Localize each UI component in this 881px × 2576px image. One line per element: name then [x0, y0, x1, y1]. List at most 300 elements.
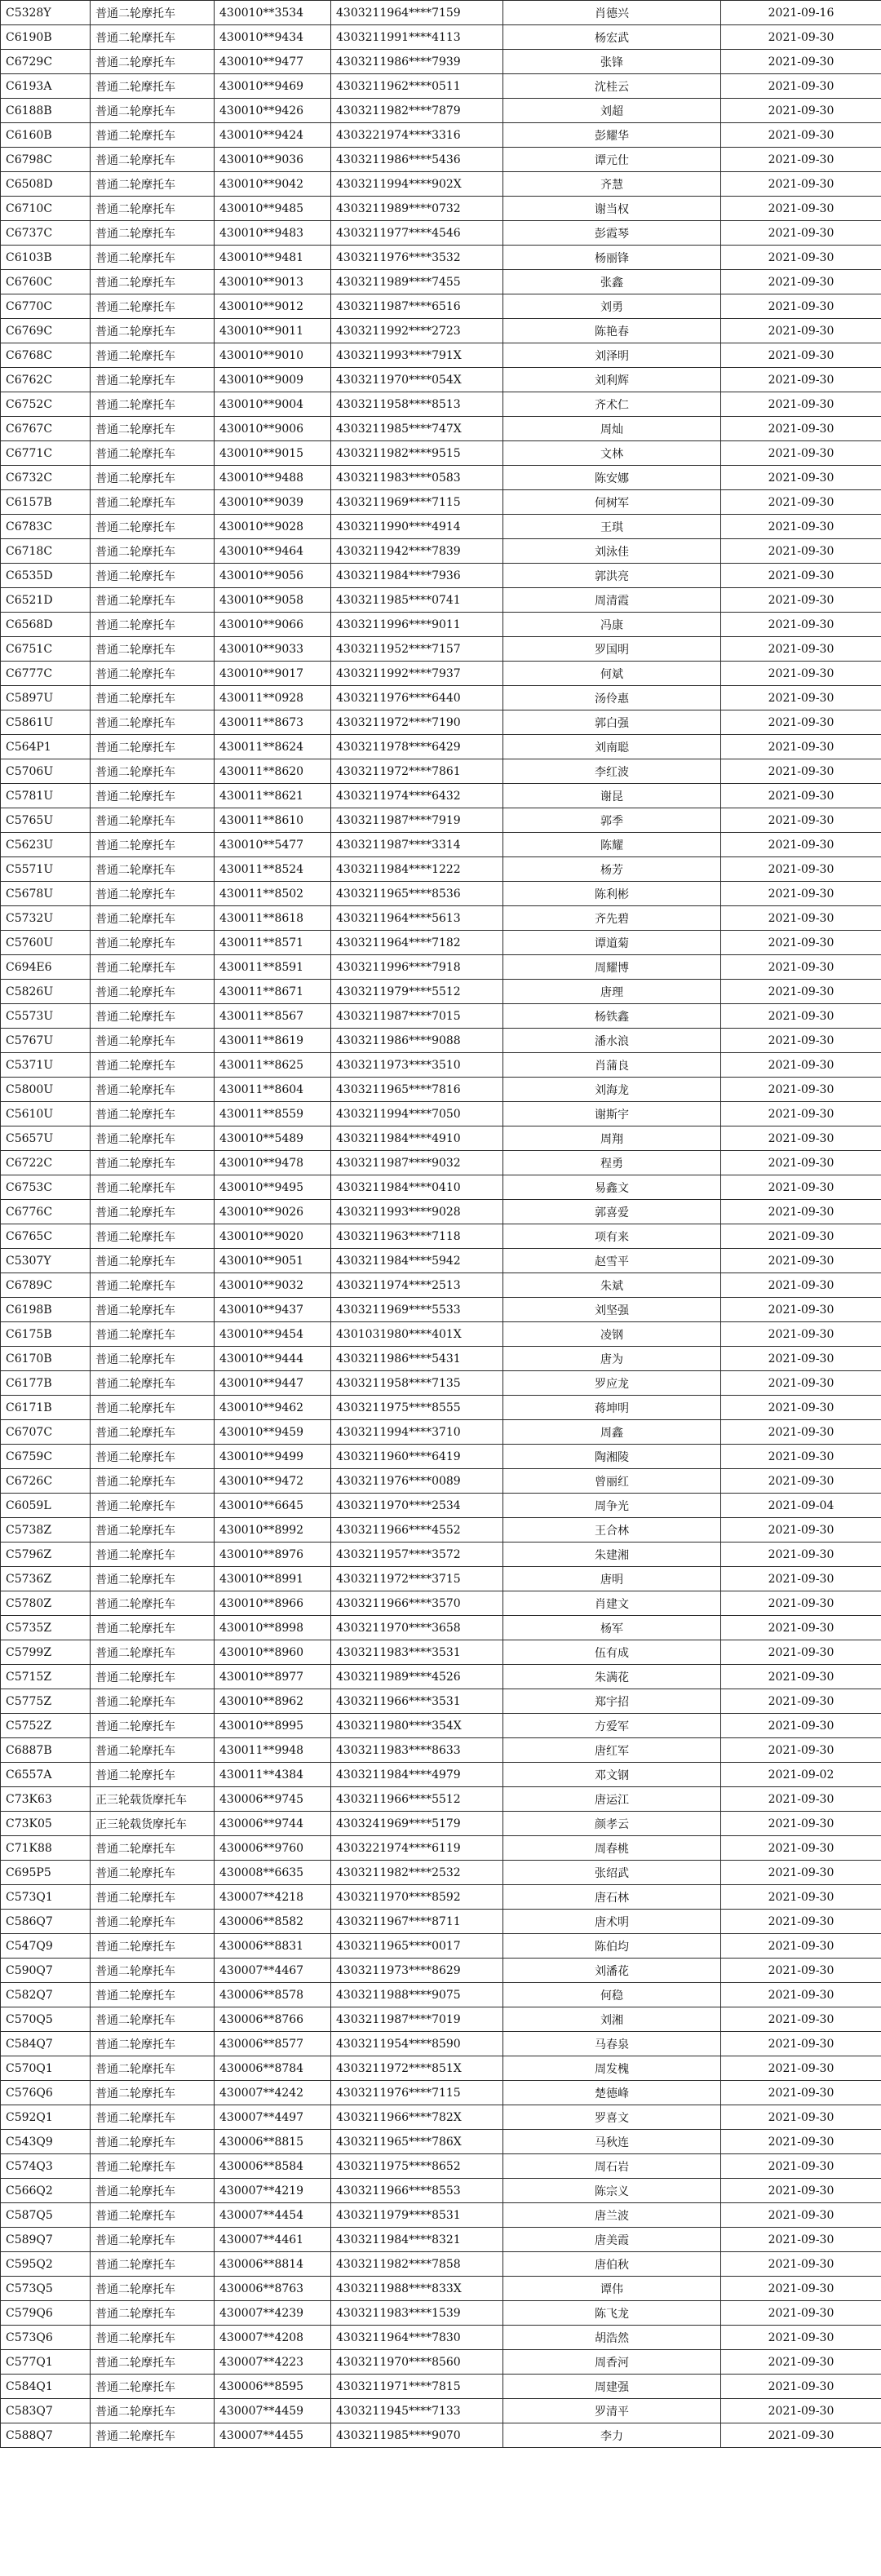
vehicle-type-cell: 普通二轮摩托车: [91, 1298, 215, 1322]
masked-id-cell: 430011**8559: [215, 1102, 331, 1126]
masked-id-cell: 430010**5477: [215, 833, 331, 857]
table-row: [1, 931, 881, 955]
masked-id-cell: 430007**4219: [215, 2179, 331, 2203]
masked-id-cell: 430008**6635: [215, 1861, 331, 1885]
plate-cell: C6752C: [1, 392, 91, 417]
masked-id-cell: 430011**8524: [215, 857, 331, 882]
masked-id-cell: 430010**9483: [215, 221, 331, 246]
plate-cell: C5796Z: [1, 1543, 91, 1567]
date-cell: 2021-09-30: [721, 441, 881, 466]
masked-idcard-cell: 4303211994****7050: [331, 1102, 503, 1126]
date-cell: 2021-09-30: [721, 1347, 881, 1371]
owner-name-cell: 谭道菊: [503, 931, 721, 955]
vehicle-type-cell: 普通二轮摩托车: [91, 784, 215, 808]
masked-idcard-cell: 4303211986****7939: [331, 50, 503, 74]
plate-cell: C5678U: [1, 882, 91, 906]
plate-cell: C5781U: [1, 784, 91, 808]
table-row: [1, 637, 881, 662]
table-row: [1, 1347, 881, 1371]
owner-name-cell: 周鑫: [503, 1420, 721, 1445]
masked-idcard-cell: 4303221974****3316: [331, 123, 503, 148]
date-cell: 2021-09-30: [721, 148, 881, 172]
vehicle-type-cell: 普通二轮摩托车: [91, 2399, 215, 2423]
vehicle-type-cell: 普通二轮摩托车: [91, 1567, 215, 1591]
table-row: [1, 1640, 881, 1665]
vehicle-type-cell: 普通二轮摩托车: [91, 392, 215, 417]
vehicle-type-cell: 普通二轮摩托车: [91, 490, 215, 515]
masked-idcard-cell: 4303211984****4910: [331, 1126, 503, 1151]
vehicle-type-cell: 普通二轮摩托车: [91, 368, 215, 392]
date-cell: 2021-09-30: [721, 686, 881, 710]
table-row: [1, 1445, 881, 1469]
vehicle-type-cell: 普通二轮摩托车: [91, 1738, 215, 1763]
masked-id-cell: 430010**9028: [215, 515, 331, 539]
vehicle-type-cell: 普通二轮摩托车: [91, 710, 215, 735]
masked-id-cell: 430011**8620: [215, 759, 331, 784]
vehicle-type-cell: 普通二轮摩托车: [91, 808, 215, 833]
plate-cell: C584Q1: [1, 2375, 91, 2399]
vehicle-type-cell: 正三轮载货摩托车: [91, 1787, 215, 1812]
plate-cell: C577Q1: [1, 2350, 91, 2375]
plate-cell: C6726C: [1, 1469, 91, 1494]
date-cell: 2021-09-30: [721, 759, 881, 784]
vehicle-type-cell: 普通二轮摩托车: [91, 1959, 215, 1983]
table-row: [1, 2228, 881, 2252]
masked-id-cell: 430011**4384: [215, 1763, 331, 1787]
masked-id-cell: 430011**8673: [215, 710, 331, 735]
plate-cell: C5328Y: [1, 1, 91, 25]
owner-name-cell: 颜孝云: [503, 1812, 721, 1836]
masked-id-cell: 430006**9744: [215, 1812, 331, 1836]
owner-name-cell: 谢当权: [503, 197, 721, 221]
vehicle-type-cell: 普通二轮摩托车: [91, 1518, 215, 1543]
table-row: [1, 808, 881, 833]
plate-cell: C587Q5: [1, 2203, 91, 2228]
plate-cell: C584Q7: [1, 2032, 91, 2056]
date-cell: 2021-09-30: [721, 2154, 881, 2179]
vehicle-type-cell: 普通二轮摩托车: [91, 319, 215, 343]
masked-idcard-cell: 4303211970****8592: [331, 1885, 503, 1910]
plate-cell: C6722C: [1, 1151, 91, 1175]
masked-id-cell: 430007**4497: [215, 2105, 331, 2130]
table-row: [1, 1078, 881, 1102]
masked-id-cell: 430010**8998: [215, 1616, 331, 1640]
vehicle-type-cell: 普通二轮摩托车: [91, 1494, 215, 1518]
masked-id-cell: 430010**8995: [215, 1714, 331, 1738]
table-row: [1, 1494, 881, 1518]
date-cell: 2021-09-30: [721, 1714, 881, 1738]
owner-name-cell: 谭伟: [503, 2277, 721, 2301]
owner-name-cell: 马春泉: [503, 2032, 721, 2056]
plate-cell: C6177B: [1, 1371, 91, 1396]
masked-id-cell: 430010**9004: [215, 392, 331, 417]
vehicle-type-cell: 普通二轮摩托车: [91, 2007, 215, 2032]
date-cell: 2021-09-30: [721, 1665, 881, 1689]
masked-id-cell: 430006**8814: [215, 2252, 331, 2277]
masked-id-cell: 430010**9434: [215, 25, 331, 50]
masked-idcard-cell: 4303211985****0741: [331, 588, 503, 613]
masked-idcard-cell: 4303211989****7455: [331, 270, 503, 294]
masked-id-cell: 430010**8966: [215, 1591, 331, 1616]
plate-cell: C5657U: [1, 1126, 91, 1151]
masked-idcard-cell: 4303211964****7830: [331, 2326, 503, 2350]
vehicle-type-cell: 普通二轮摩托车: [91, 955, 215, 980]
table-row: [1, 1738, 881, 1763]
table-row: [1, 1322, 881, 1347]
masked-idcard-cell: 4303211979****5512: [331, 980, 503, 1004]
table-row: [1, 2007, 881, 2032]
owner-name-cell: 王琪: [503, 515, 721, 539]
table-row: [1, 2350, 881, 2375]
owner-name-cell: 何稳: [503, 1983, 721, 2007]
vehicle-type-cell: 普通二轮摩托车: [91, 613, 215, 637]
vehicle-type-cell: 普通二轮摩托车: [91, 833, 215, 857]
date-cell: 2021-09-30: [721, 2105, 881, 2130]
owner-name-cell: 周石岩: [503, 2154, 721, 2179]
date-cell: 2021-09-30: [721, 1371, 881, 1396]
table-row: [1, 2154, 881, 2179]
table-row: [1, 1959, 881, 1983]
date-cell: 2021-09-30: [721, 1616, 881, 1640]
masked-idcard-cell: 4303211987****9032: [331, 1151, 503, 1175]
owner-name-cell: 罗清平: [503, 2399, 721, 2423]
masked-idcard-cell: 4303211972****851X: [331, 2056, 503, 2081]
owner-name-cell: 罗应龙: [503, 1371, 721, 1396]
owner-name-cell: 李红波: [503, 759, 721, 784]
plate-cell: C6765C: [1, 1224, 91, 1249]
table-row: [1, 613, 881, 637]
owner-name-cell: 刘泳佳: [503, 539, 721, 564]
masked-idcard-cell: 4303211983****0583: [331, 466, 503, 490]
plate-cell: C73K63: [1, 1787, 91, 1812]
masked-idcard-cell: 4303211982****7858: [331, 2252, 503, 2277]
masked-id-cell: 430010**9424: [215, 123, 331, 148]
table-row: [1, 1151, 881, 1175]
masked-id-cell: 430007**4454: [215, 2203, 331, 2228]
date-cell: 2021-09-30: [721, 1934, 881, 1959]
masked-idcard-cell: 4303211993****9028: [331, 1200, 503, 1224]
masked-idcard-cell: 4303211988****833X: [331, 2277, 503, 2301]
masked-id-cell: 430010**9039: [215, 490, 331, 515]
date-cell: 2021-09-30: [721, 882, 881, 906]
masked-id-cell: 430007**4459: [215, 2399, 331, 2423]
owner-name-cell: 周灿: [503, 417, 721, 441]
owner-name-cell: 沈桂云: [503, 74, 721, 99]
vehicle-type-cell: 普通二轮摩托车: [91, 662, 215, 686]
table-row: [1, 662, 881, 686]
table-row: [1, 2130, 881, 2154]
plate-cell: C6759C: [1, 1445, 91, 1469]
date-cell: 2021-09-30: [721, 1518, 881, 1543]
plate-cell: C6887B: [1, 1738, 91, 1763]
date-cell: 2021-09-30: [721, 564, 881, 588]
date-cell: 2021-09-30: [721, 515, 881, 539]
masked-idcard-cell: 4303211963****7118: [331, 1224, 503, 1249]
vehicle-type-cell: 普通二轮摩托车: [91, 1, 215, 25]
table-row: [1, 1396, 881, 1420]
plate-cell: C547Q9: [1, 1934, 91, 1959]
owner-name-cell: 刘利辉: [503, 368, 721, 392]
date-cell: 2021-09-30: [721, 613, 881, 637]
masked-id-cell: 430010**6645: [215, 1494, 331, 1518]
masked-idcard-cell: 4303211986****5436: [331, 148, 503, 172]
plate-cell: C6059L: [1, 1494, 91, 1518]
owner-name-cell: 邓文钢: [503, 1763, 721, 1787]
owner-name-cell: 蒋坤明: [503, 1396, 721, 1420]
owner-name-cell: 朱斌: [503, 1273, 721, 1298]
plate-cell: C570Q1: [1, 2056, 91, 2081]
date-cell: 2021-09-30: [721, 74, 881, 99]
date-cell: 2021-09-30: [721, 1543, 881, 1567]
masked-idcard-cell: 4303211969****7115: [331, 490, 503, 515]
masked-id-cell: 430010**8962: [215, 1689, 331, 1714]
masked-id-cell: 430010**9459: [215, 1420, 331, 1445]
owner-name-cell: 项有来: [503, 1224, 721, 1249]
table-row: [1, 466, 881, 490]
plate-cell: C6770C: [1, 294, 91, 319]
plate-cell: C5799Z: [1, 1640, 91, 1665]
masked-id-cell: 430010**9488: [215, 466, 331, 490]
vehicle-type-cell: 普通二轮摩托车: [91, 1322, 215, 1347]
masked-idcard-cell: 4303211965****7816: [331, 1078, 503, 1102]
vehicle-type-cell: 普通二轮摩托车: [91, 1689, 215, 1714]
owner-name-cell: 赵雪平: [503, 1249, 721, 1273]
masked-id-cell: 430007**4208: [215, 2326, 331, 2350]
plate-cell: C5752Z: [1, 1714, 91, 1738]
owner-name-cell: 郭白强: [503, 710, 721, 735]
masked-idcard-cell: 4303211974****6432: [331, 784, 503, 808]
table-row: [1, 74, 881, 99]
date-cell: 2021-09-30: [721, 2399, 881, 2423]
masked-id-cell: 430011**8619: [215, 1029, 331, 1053]
vehicle-type-cell: 普通二轮摩托车: [91, 74, 215, 99]
plate-cell: C543Q9: [1, 2130, 91, 2154]
plate-cell: C5371U: [1, 1053, 91, 1078]
plate-cell: C5780Z: [1, 1591, 91, 1616]
table-row: [1, 1175, 881, 1200]
date-cell: 2021-09-30: [721, 1298, 881, 1322]
vehicle-type-cell: 普通二轮摩托车: [91, 759, 215, 784]
plate-cell: C583Q7: [1, 2399, 91, 2423]
vehicle-type-cell: 普通二轮摩托车: [91, 246, 215, 270]
owner-name-cell: 周翔: [503, 1126, 721, 1151]
masked-id-cell: 430010**9485: [215, 197, 331, 221]
masked-id-cell: 430006**8766: [215, 2007, 331, 2032]
vehicle-type-cell: 普通二轮摩托车: [91, 588, 215, 613]
masked-id-cell: 430006**8784: [215, 2056, 331, 2081]
masked-idcard-cell: 4303211987****3314: [331, 833, 503, 857]
vehicle-type-cell: 普通二轮摩托车: [91, 1273, 215, 1298]
vehicle-type-cell: 普通二轮摩托车: [91, 466, 215, 490]
vehicle-type-cell: 普通二轮摩托车: [91, 1861, 215, 1885]
table-row: [1, 1934, 881, 1959]
vehicle-type-cell: 普通二轮摩托车: [91, 441, 215, 466]
masked-id-cell: 430010**9033: [215, 637, 331, 662]
table-row: [1, 1885, 881, 1910]
owner-name-cell: 王合林: [503, 1518, 721, 1543]
plate-cell: C6762C: [1, 368, 91, 392]
owner-name-cell: 杨丽锋: [503, 246, 721, 270]
plate-cell: C6557A: [1, 1763, 91, 1787]
owner-name-cell: 凌钢: [503, 1322, 721, 1347]
masked-idcard-cell: 4303211994****902X: [331, 172, 503, 197]
table-row: [1, 588, 881, 613]
masked-idcard-cell: 4303211996****9011: [331, 613, 503, 637]
vehicle-type-cell: 正三轮载货摩托车: [91, 1812, 215, 1836]
table-row: [1, 2203, 881, 2228]
owner-name-cell: 唐运江: [503, 1787, 721, 1812]
plate-cell: C595Q2: [1, 2252, 91, 2277]
table-row: [1, 1371, 881, 1396]
table-row: [1, 1469, 881, 1494]
owner-name-cell: 刘潘花: [503, 1959, 721, 1983]
masked-idcard-cell: 4303211984****7936: [331, 564, 503, 588]
plate-cell: C5706U: [1, 759, 91, 784]
owner-name-cell: 齐先碧: [503, 906, 721, 931]
owner-name-cell: 陈艳春: [503, 319, 721, 343]
owner-name-cell: 唐术明: [503, 1910, 721, 1934]
date-cell: 2021-09-30: [721, 1273, 881, 1298]
masked-idcard-cell: 4303211986****5431: [331, 1347, 503, 1371]
owner-name-cell: 郭喜爱: [503, 1200, 721, 1224]
masked-id-cell: 430010**9481: [215, 246, 331, 270]
masked-id-cell: 430010**8992: [215, 1518, 331, 1543]
date-cell: 2021-09-30: [721, 2375, 881, 2399]
date-cell: 2021-09-30: [721, 1591, 881, 1616]
vehicle-type-cell: 普通二轮摩托车: [91, 1543, 215, 1567]
date-cell: 2021-09-30: [721, 2081, 881, 2105]
masked-idcard-cell: 4303211988****9075: [331, 1983, 503, 2007]
owner-name-cell: 唐兰波: [503, 2203, 721, 2228]
table-row: [1, 1249, 881, 1273]
table-row: [1, 2423, 881, 2448]
masked-idcard-cell: 4303211987****6516: [331, 294, 503, 319]
plate-cell: C573Q1: [1, 1885, 91, 1910]
table-row: [1, 441, 881, 466]
plate-cell: C6776C: [1, 1200, 91, 1224]
table-row: [1, 1812, 881, 1836]
masked-idcard-cell: 4303241969****5179: [331, 1812, 503, 1836]
date-cell: 2021-09-30: [721, 2203, 881, 2228]
table-row: [1, 392, 881, 417]
plate-cell: C6753C: [1, 1175, 91, 1200]
vehicle-type-cell: 普通二轮摩托车: [91, 2350, 215, 2375]
plate-cell: C6789C: [1, 1273, 91, 1298]
plate-cell: C576Q6: [1, 2081, 91, 2105]
table-row: [1, 1616, 881, 1640]
owner-name-cell: 李力: [503, 2423, 721, 2448]
date-cell: 2021-09-30: [721, 221, 881, 246]
vehicle-type-cell: 普通二轮摩托车: [91, 1469, 215, 1494]
owner-name-cell: 陈利彬: [503, 882, 721, 906]
masked-idcard-cell: 4303211984****8321: [331, 2228, 503, 2252]
owner-name-cell: 刘勇: [503, 294, 721, 319]
date-cell: 2021-09-30: [721, 833, 881, 857]
vehicle-type-cell: 普通二轮摩托车: [91, 1200, 215, 1224]
owner-name-cell: 朱建湘: [503, 1543, 721, 1567]
date-cell: 2021-09-30: [721, 735, 881, 759]
table-row: [1, 2277, 881, 2301]
date-cell: 2021-09-30: [721, 197, 881, 221]
owner-name-cell: 郑宇招: [503, 1689, 721, 1714]
plate-cell: C573Q6: [1, 2326, 91, 2350]
masked-idcard-cell: 4303211978****6429: [331, 735, 503, 759]
owner-name-cell: 罗喜文: [503, 2105, 721, 2130]
table-row: [1, 515, 881, 539]
masked-idcard-cell: 4303211976****6440: [331, 686, 503, 710]
owner-name-cell: 刘超: [503, 99, 721, 123]
vehicle-type-cell: 普通二轮摩托车: [91, 2056, 215, 2081]
date-cell: 2021-09-30: [721, 857, 881, 882]
table-row: [1, 1591, 881, 1616]
owner-name-cell: 肖德兴: [503, 1, 721, 25]
vehicle-type-cell: 普通二轮摩托车: [91, 50, 215, 74]
masked-idcard-cell: 4303211983****8633: [331, 1738, 503, 1763]
table-row: [1, 1665, 881, 1689]
masked-idcard-cell: 4303211967****8711: [331, 1910, 503, 1934]
masked-idcard-cell: 4303211983****3531: [331, 1640, 503, 1665]
owner-name-cell: 陈伯均: [503, 1934, 721, 1959]
owner-name-cell: 杨军: [503, 1616, 721, 1640]
masked-idcard-cell: 4303211982****7879: [331, 99, 503, 123]
plate-cell: C5610U: [1, 1102, 91, 1126]
table-row: [1, 2105, 881, 2130]
owner-name-cell: 杨铁鑫: [503, 1004, 721, 1029]
masked-id-cell: 430007**4223: [215, 2350, 331, 2375]
date-cell: 2021-09-30: [721, 1885, 881, 1910]
date-cell: 2021-09-30: [721, 1102, 881, 1126]
date-cell: 2021-09-30: [721, 1004, 881, 1029]
owner-name-cell: 彭耀华: [503, 123, 721, 148]
owner-name-cell: 刘泽明: [503, 343, 721, 368]
date-cell: 2021-09-04: [721, 1494, 881, 1518]
masked-id-cell: 430011**0928: [215, 686, 331, 710]
plate-cell: C6171B: [1, 1396, 91, 1420]
owner-name-cell: 汤伶惠: [503, 686, 721, 710]
owner-name-cell: 唐为: [503, 1347, 721, 1371]
masked-id-cell: 430011**8591: [215, 955, 331, 980]
vehicle-type-cell: 普通二轮摩托车: [91, 1249, 215, 1273]
masked-idcard-cell: 4303211964****5613: [331, 906, 503, 931]
date-cell: 2021-09-30: [721, 466, 881, 490]
masked-id-cell: 430010**9056: [215, 564, 331, 588]
date-cell: 2021-09-30: [721, 931, 881, 955]
masked-idcard-cell: 4303211977****4546: [331, 221, 503, 246]
vehicle-type-cell: 普通二轮摩托车: [91, 2081, 215, 2105]
owner-name-cell: 陈安娜: [503, 466, 721, 490]
masked-idcard-cell: 4303211954****8590: [331, 2032, 503, 2056]
date-cell: 2021-09-30: [721, 1836, 881, 1861]
masked-idcard-cell: 4303211966****3570: [331, 1591, 503, 1616]
masked-idcard-cell: 4303211970****054X: [331, 368, 503, 392]
owner-name-cell: 冯康: [503, 613, 721, 637]
masked-id-cell: 430010**9462: [215, 1396, 331, 1420]
table-row: [1, 148, 881, 172]
date-cell: 2021-09-30: [721, 1396, 881, 1420]
plate-cell: C5738Z: [1, 1518, 91, 1543]
vehicle-type-cell: 普通二轮摩托车: [91, 1371, 215, 1396]
masked-idcard-cell: 4303211965****786X: [331, 2130, 503, 2154]
owner-name-cell: 刘南聪: [503, 735, 721, 759]
masked-idcard-cell: 4303211987****7015: [331, 1004, 503, 1029]
masked-idcard-cell: 4303211964****7182: [331, 931, 503, 955]
date-cell: 2021-09-30: [721, 1812, 881, 1836]
vehicle-type-cell: 普通二轮摩托车: [91, 417, 215, 441]
date-cell: 2021-09-30: [721, 2056, 881, 2081]
plate-cell: C5897U: [1, 686, 91, 710]
masked-idcard-cell: 4303211989****4526: [331, 1665, 503, 1689]
plate-cell: C6751C: [1, 637, 91, 662]
